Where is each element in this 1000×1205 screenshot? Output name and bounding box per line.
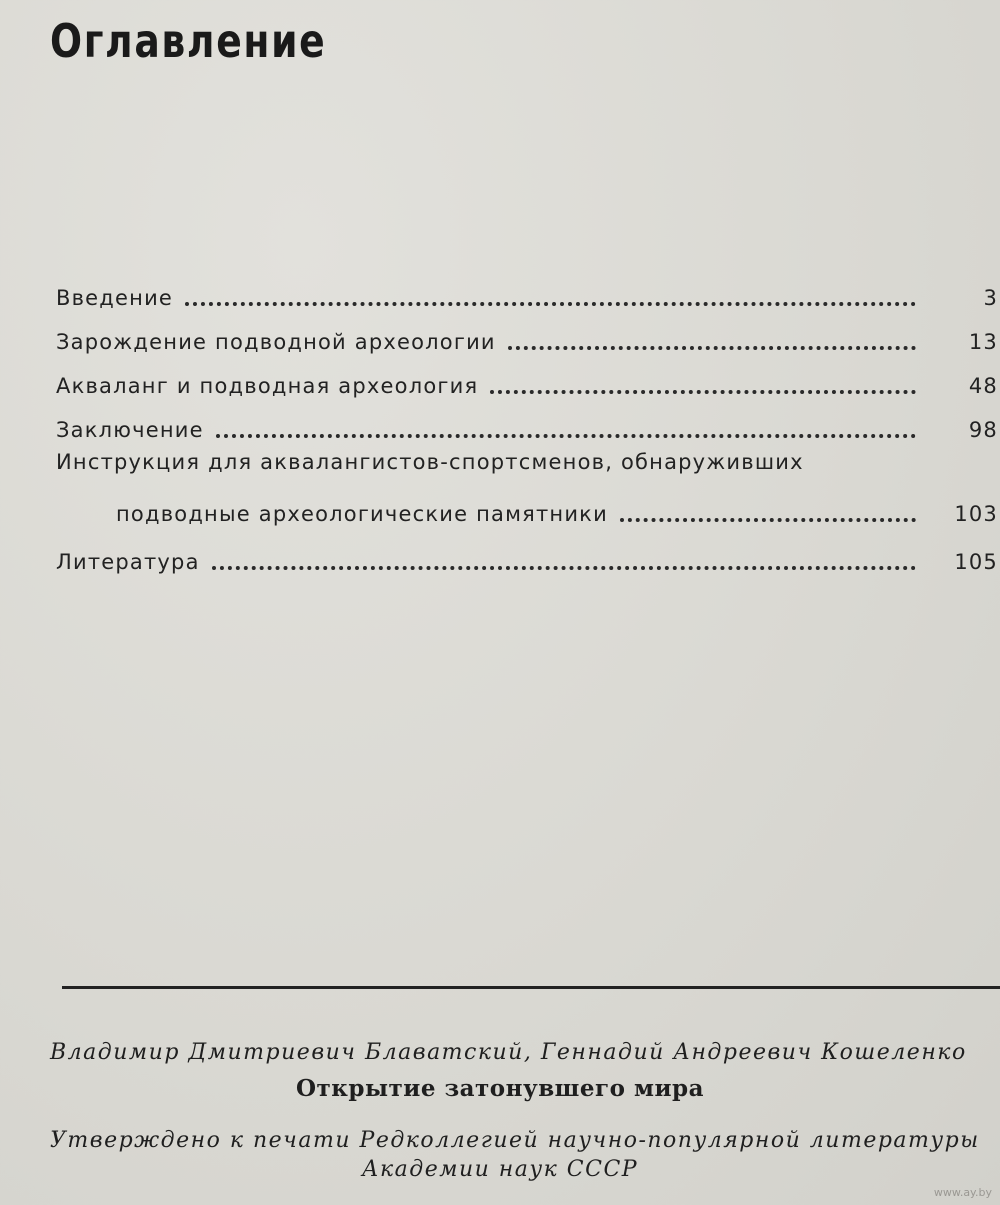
dot-leader bbox=[216, 434, 916, 438]
dot-leader bbox=[508, 346, 916, 350]
toc-entry-label: Зарождение подводной археологии bbox=[56, 330, 496, 354]
toc-entry-page: 13 bbox=[968, 330, 998, 354]
toc-entry-label: Литература bbox=[56, 550, 200, 574]
imprint-approval-line1: Утверждено к печати Редколлегией научно-популярной литературы bbox=[50, 1128, 980, 1153]
page-title: Оглавление bbox=[50, 14, 327, 68]
toc-entry-label: Введение bbox=[56, 286, 174, 310]
toc-entry-instructions bbox=[56, 442, 1000, 530]
dot-leader bbox=[185, 302, 916, 306]
section-divider bbox=[62, 986, 1000, 989]
watermark: www.ay.by bbox=[933, 1186, 992, 1199]
table-of-contents bbox=[56, 266, 1000, 574]
toc-entry-page: 3 bbox=[983, 286, 998, 310]
toc-entry-page: 98 bbox=[968, 418, 998, 442]
dot-leader bbox=[212, 566, 916, 570]
toc-entry-introduction bbox=[56, 266, 1000, 310]
dot-leader bbox=[620, 518, 916, 522]
toc-entry-page: 105 bbox=[954, 550, 998, 574]
toc-entry-aqualung bbox=[56, 354, 1000, 398]
toc-entry-label: Акваланг и подводная археология bbox=[56, 374, 479, 398]
toc-entry-label: Заключение bbox=[56, 418, 204, 442]
imprint-book-title: Открытие затонувшего мира bbox=[295, 1075, 704, 1102]
toc-entry-conclusion bbox=[56, 398, 1000, 442]
toc-entry-literature bbox=[56, 530, 1000, 574]
toc-entry-origins bbox=[56, 310, 1000, 354]
toc-entry-label-line1: Инструкция для аквалангистов-спортсменов, обнаруживших bbox=[56, 450, 804, 474]
toc-entry-page: 48 bbox=[968, 374, 998, 398]
toc-entry-page: 103 bbox=[954, 502, 998, 526]
dot-leader bbox=[490, 390, 916, 394]
toc-entry-label-line2: подводные археологические памятники bbox=[116, 502, 608, 526]
imprint-approval-line2: Академии наук СССР bbox=[361, 1157, 639, 1182]
imprint-authors: Владимир Дмитриевич Блаватский, Геннадий Андреевич Кошеленко bbox=[50, 1040, 967, 1065]
